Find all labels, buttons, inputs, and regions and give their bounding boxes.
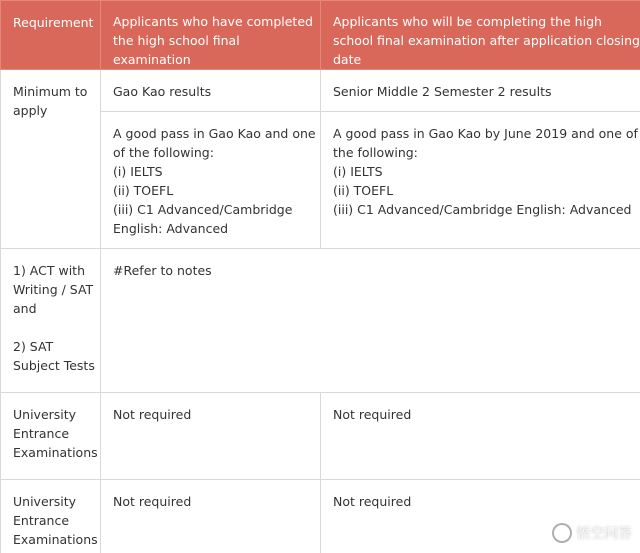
cell-completing-language: A good pass in Gao Kao by June 2019 and one of the following: (i) IELTS (ii) TOEFL (iii) C1 Advanced/Cambridge English: Advanced [321,112,640,249]
cell-not-required: Not required [321,393,640,480]
row-label-uee-1: University Entrance Examinations [1,393,101,480]
cell-not-required: Not required [101,480,321,553]
table-row [1,70,640,112]
watermark [552,523,632,543]
watermark-text: 悟空问答 [576,526,632,542]
cell-not-required: Not required [101,393,321,480]
header-row [1,1,640,70]
cell-not-required: Not required [321,480,640,553]
cell-refer-notes: #Refer to notes [101,249,640,393]
header-completed: Applicants who have completed the high school final examination [101,1,321,70]
row-label-minimum: Minimum to apply [1,70,101,249]
table-row [1,393,640,480]
table-row [1,249,640,393]
row-label-uee-2: University Entrance Examinations [1,480,101,553]
table-row [1,480,640,553]
cell-gaokao-results: Gao Kao results [101,70,321,112]
cell-senior-results: Senior Middle 2 Semester 2 results [321,70,640,112]
cell-completed-language: A good pass in Gao Kao and one of the following: (i) IELTS (ii) TOEFL (iii) C1 Advanced/Cambridge English: Advanced [101,112,321,249]
header-requirement: Requirement [1,1,101,70]
header-completing: Applicants who will be completing the high school final examination after application closing date [321,1,640,70]
watermark-logo-icon [552,523,572,543]
row-label-act-sat: 1) ACT with Writing / SAT and 2) SAT Subject Tests [1,249,101,393]
